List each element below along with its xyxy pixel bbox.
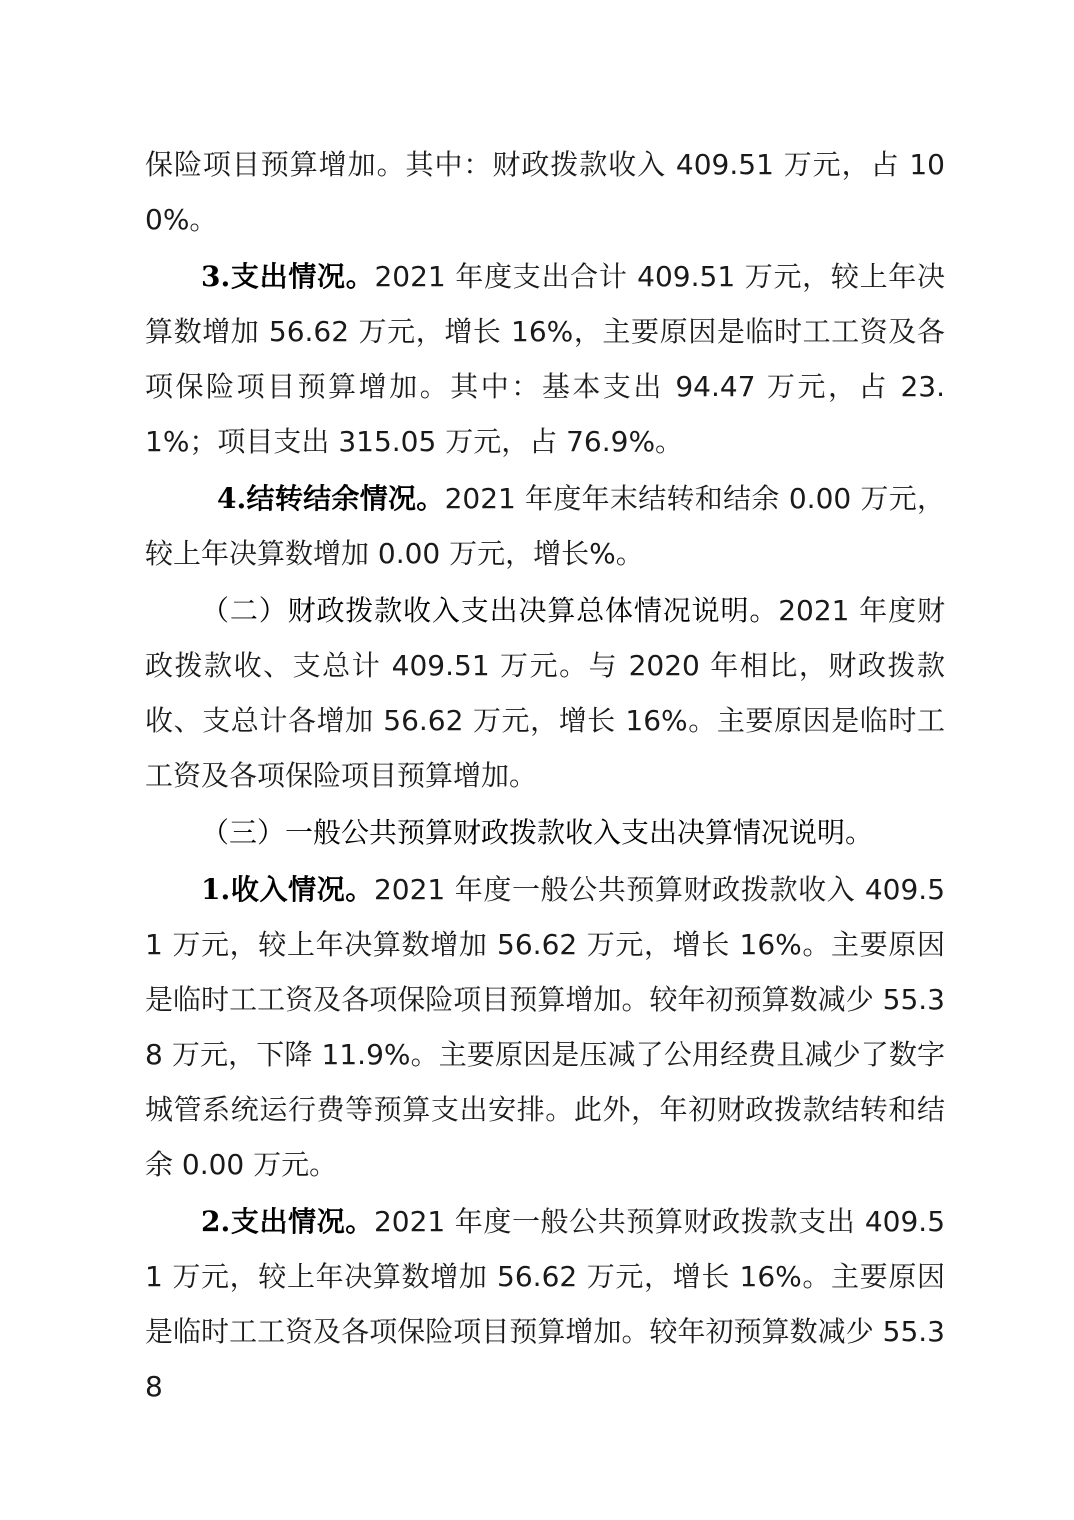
paragraph-expenditure [145, 249, 945, 469]
paragraph-text: 2021 年度一般公共预算财政拨款支出 409.51 万元，较上年决算数增加 56.62 万元，增长 16%。主要原因是临时工工资及各项保险项目预算增加。较年初预算数减少 55.38 [145, 1205, 946, 1403]
section-heading: （三）一般公共预算财政拨款收入支出决算情况说明。 [201, 816, 874, 849]
paragraph-text: 2021 年度年末结转和结余 0.00 万元，较上年决算数增加 0.00 万元，增长%。 [145, 482, 945, 570]
section-heading: （二）财政拨款收入支出决算总体情况说明。 [201, 594, 779, 627]
paragraph-general-expenditure [145, 1194, 945, 1414]
paragraph-text: 保险项目预算增加。其中：财政拨款收入 409.51 万元，占 100%。 [145, 148, 945, 236]
paragraph-fiscal-overview [145, 583, 945, 803]
document-page [145, 137, 945, 1416]
paragraph-heading: 2.支出情况。 [201, 1205, 374, 1238]
paragraph-text: 2021 年度财政拨款收、支总计 409.51 万元。与 2020 年相比，财政拨款收、支总计各增加 56.62 万元，增长 16%。主要原因是临时工工资及各项保险项目预算增加。 [145, 594, 945, 792]
paragraph-carryover [145, 471, 945, 581]
paragraph-general-income [145, 862, 945, 1192]
paragraph-heading: 1.收入情况。 [201, 873, 374, 906]
paragraph-heading: 3.支出情况。 [201, 260, 375, 293]
paragraph-general-budget-heading [145, 805, 945, 860]
paragraph-income-continued [145, 137, 945, 247]
paragraph-heading: 4.结转结余情况。 [217, 482, 445, 515]
paragraph-text: 2021 年度一般公共预算财政拨款收入 409.51 万元，较上年决算数增加 56.62 万元，增长 16%。主要原因是临时工工资及各项保险项目预算增加。较年初预算数减少 55.38 万元，下降 11.9%。主要原因是压减了公用经费且减少了数字城管系统运行费等预算支出安排。此外，年初财政拨款结转和结余 0.00 万元。 [145, 873, 946, 1181]
paragraph-text: 2021 年度支出合计 409.51 万元，较上年决算数增加 56.62 万元，增长 16%，主要原因是临时工工资及各项保险项目预算增加。其中：基本支出 94.47 万元，占 23.1%；项目支出 315.05 万元，占 76.9%。 [145, 260, 945, 458]
